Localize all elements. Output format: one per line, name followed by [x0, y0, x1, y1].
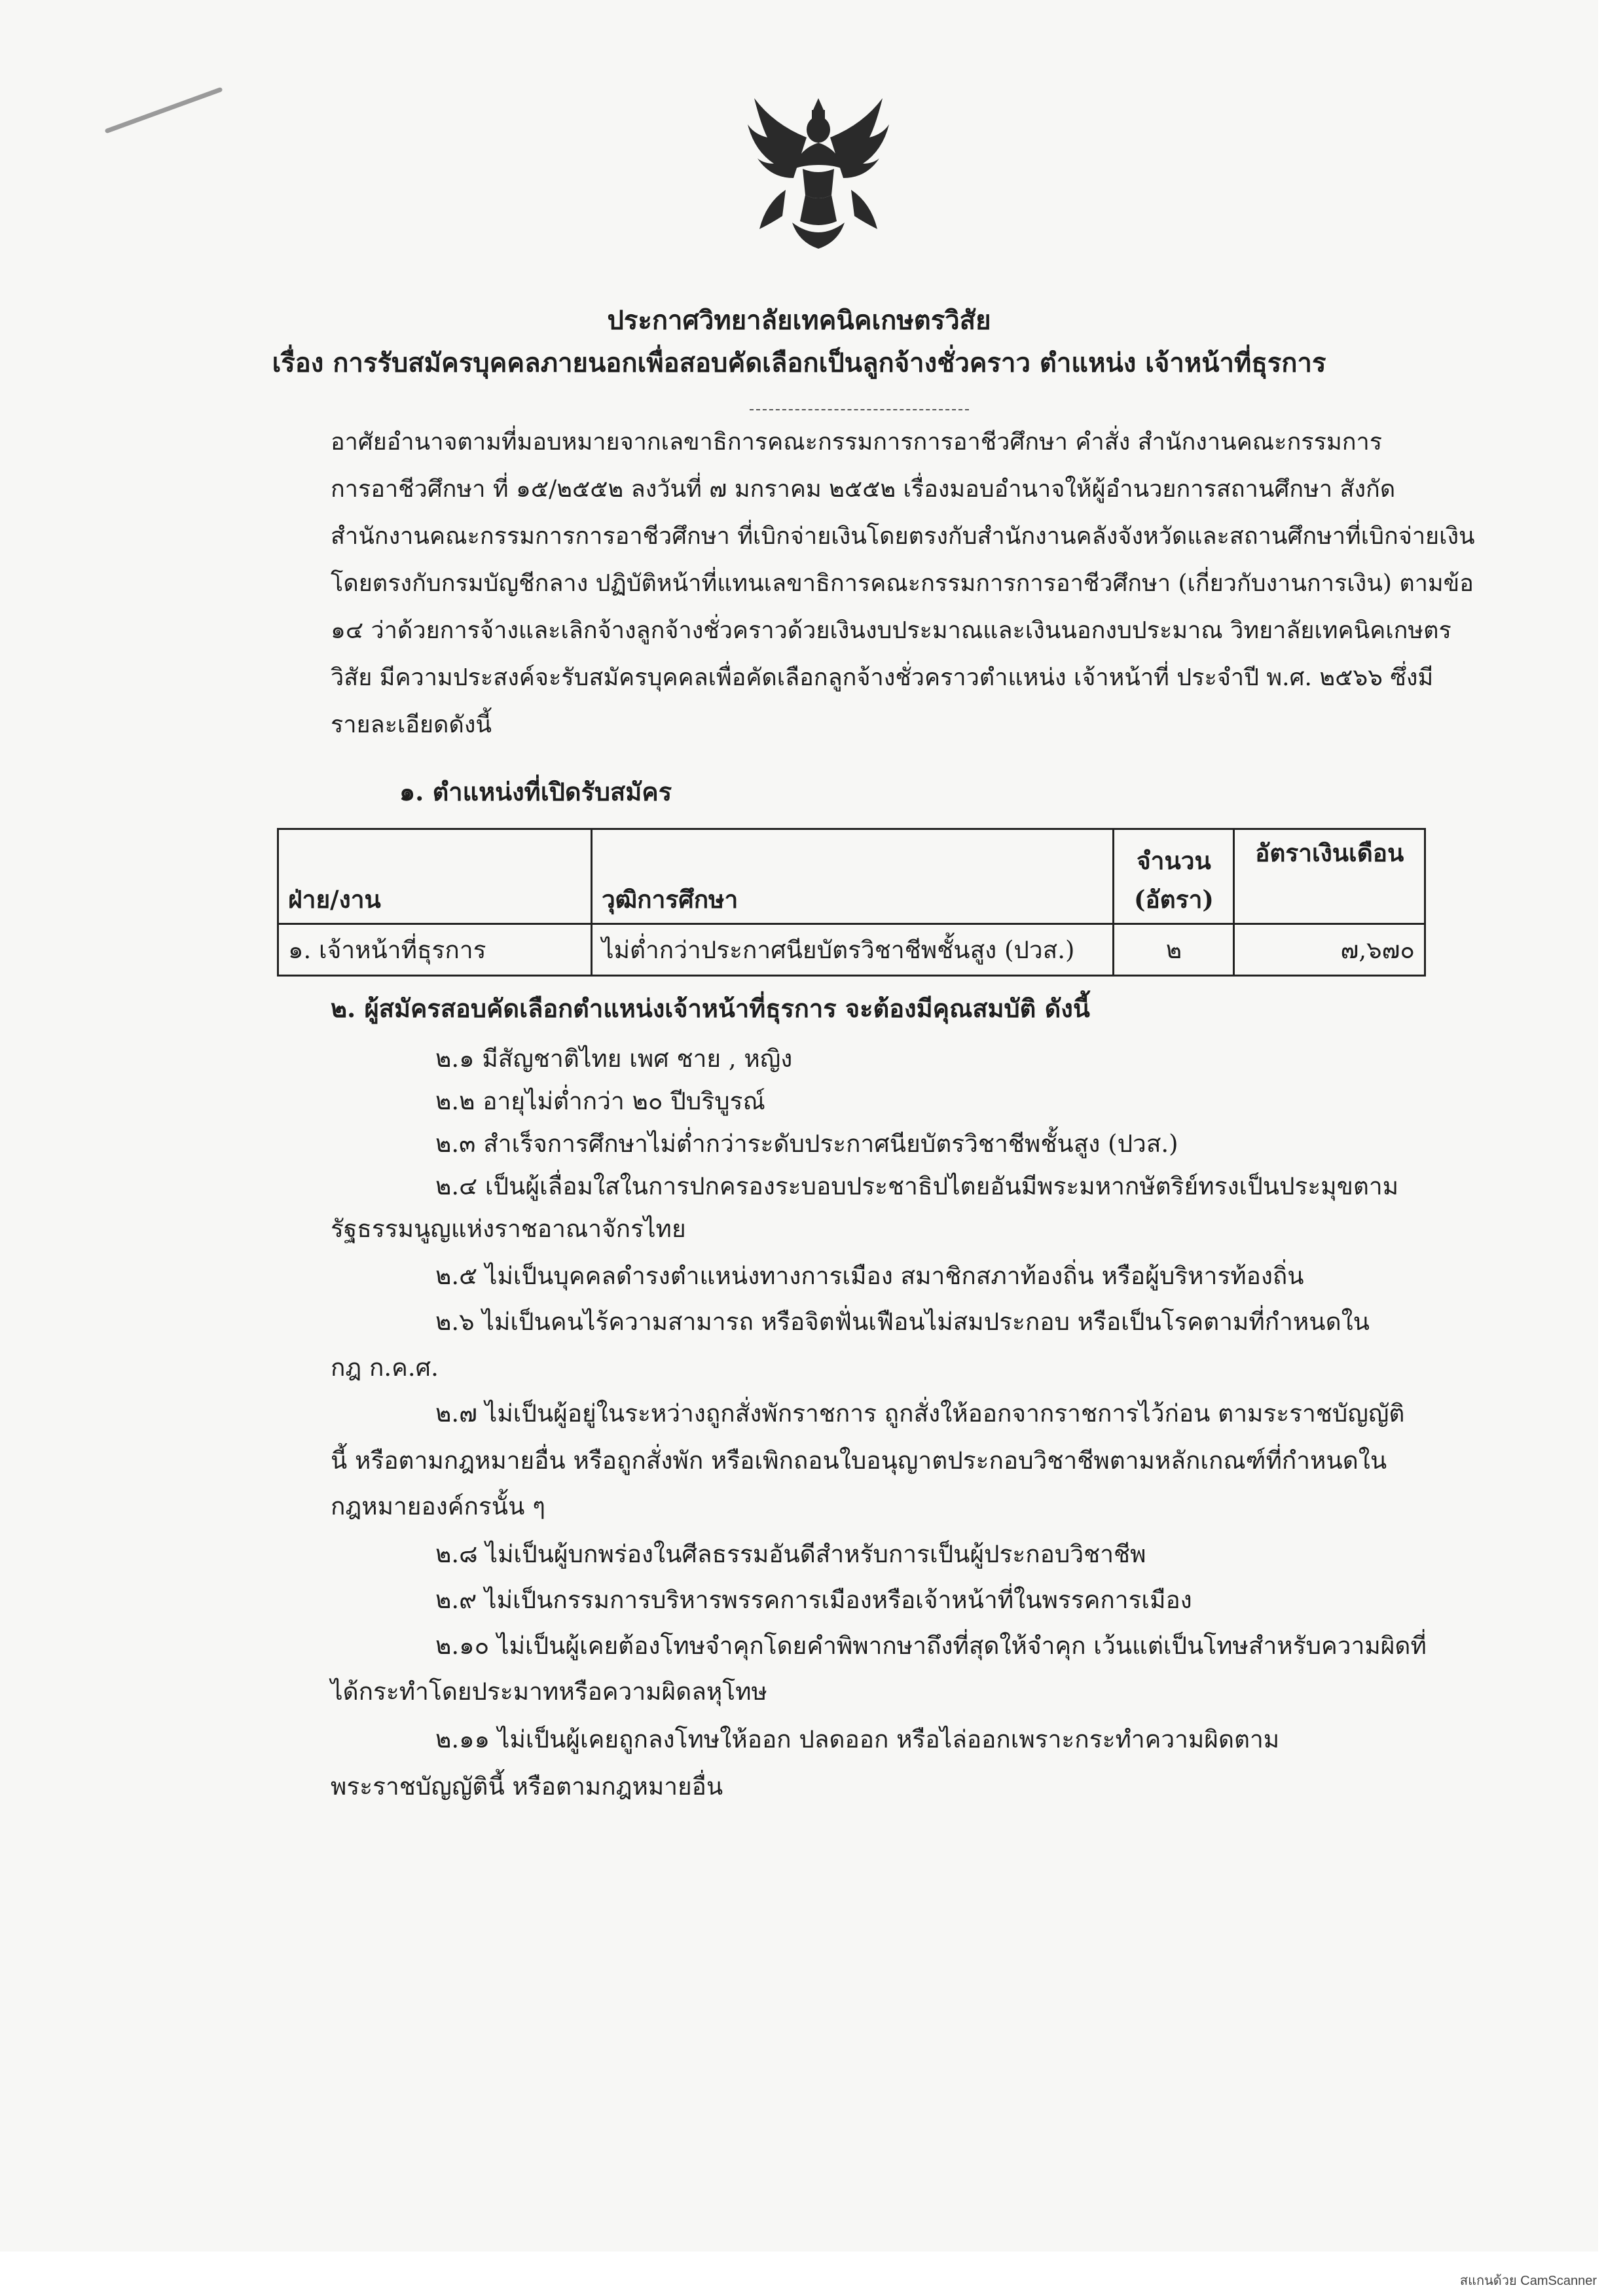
qualification-line: รัฐธรรมนูญแห่งราชอาณาจักรไทย: [331, 1215, 686, 1243]
col-header-count-line1: จำนวน: [1137, 846, 1211, 875]
qualification-line: ๒.๖ ไม่เป็นคนไร้ความสามารถ หรือจิตฟั่นเฟือนไม่สมประกอบ หรือเป็นโรคตามที่กำหนดใน: [435, 1308, 1370, 1336]
announcement-subject: เรื่อง การรับสมัครบุคคลภายนอกเพื่อสอบคัดเลือกเป็นลูกจ้างชั่วคราว ตำแหน่ง เจ้าหน้าที่ธุรการ: [272, 348, 1326, 378]
qualification-line: ๒.๑ มีสัญชาติไทย เพศ ชาย , หญิง: [435, 1045, 793, 1073]
qualification-line: ๒.๗ ไม่เป็นผู้อยู่ในระหว่างถูกสั่งพักราชการ ถูกสั่งให้ออกจากราชการไว้ก่อน ตามระราชบัญญัติ: [435, 1399, 1405, 1427]
qualification-line: ๒.๕ ไม่เป็นบุคคลดำรงตำแหน่งทางการเมือง สมาชิกสภาท้องถิ่น หรือผู้บริหารท้องถิ่น: [435, 1262, 1304, 1290]
garuda-emblem-icon: [746, 92, 890, 255]
table-header-row: [278, 829, 1425, 924]
col-header-education: วุฒิการศึกษา: [591, 829, 1113, 924]
title-divider: [750, 409, 969, 410]
qualification-line: ๒.๘ ไม่เป็นผู้บกพร่องในศีลธรรมอันดีสำหรับการเป็นผู้ประกอบวิชาชีพ: [435, 1540, 1146, 1568]
qualification-line: กฎหมายองค์กรนั้น ๆ: [331, 1492, 546, 1520]
intro-line: การอาชีวศึกษา ที่ ๑๕/๒๕๕๒ ลงวันที่ ๗ มกราคม ๒๕๕๒ เรื่องมอบอำนาจให้ผู้อำนวยการสถานศึกษา สังกัด: [331, 476, 1396, 503]
col-header-salary: อัตราเงินเดือน: [1234, 829, 1425, 924]
positions-table: [277, 828, 1426, 977]
qualification-line: ๒.๑๑ ไม่เป็นผู้เคยถูกลงโทษให้ออก ปลดออก หรือไล่ออกเพราะกระทำความผิดตาม: [435, 1725, 1280, 1753]
cell-salary: ๗,๖๗๐: [1234, 924, 1425, 976]
pen-mark: [105, 87, 223, 134]
cell-education: ไม่ต่ำกว่าประกาศนียบัตรวิชาชีพชั้นสูง (ปวส.): [591, 924, 1113, 976]
intro-line: โดยตรงกับกรมบัญชีกลาง ปฏิบัติหน้าที่แทนเลขาธิการคณะกรรมการการอาชีวศึกษา (เกี่ยวกับงานการเงิน) ตามข้อ: [331, 570, 1474, 597]
qualification-line: ได้กระทำโดยประมาทหรือความผิดลหุโทษ: [331, 1677, 767, 1706]
intro-line: สำนักงานคณะกรรมการการอาชีวศึกษา ที่เบิกจ่ายเงินโดยตรงกับสำนักงานคลังจังหวัดและสถานศึกษาที่เบิกจ่ายเงิน: [331, 523, 1475, 550]
col-header-department: ฝ่าย/งาน: [278, 829, 592, 924]
table-row: [278, 924, 1425, 976]
intro-line: วิสัย มีความประสงค์จะรับสมัครบุคคลเพื่อคัดเลือกลูกจ้างชั่วคราวตำแหน่ง เจ้าหน้าที่ ประจำปี พ.ศ. ๒๕๖๖ ซึ่งมี: [331, 664, 1434, 691]
qualification-line: ๒.๓ สำเร็จการศึกษาไม่ต่ำกว่าระดับประกาศนียบัตรวิชาชีพชั้นสูง (ปวส.): [435, 1130, 1178, 1158]
section-2-heading: ๒. ผู้สมัครสอบคัดเลือกตำแหน่งเจ้าหน้าที่ธุรการ จะต้องมีคุณสมบัติ ดังนี้: [331, 994, 1090, 1023]
cell-count: ๒: [1114, 924, 1234, 976]
cell-department: ๑. เจ้าหน้าที่ธุรการ: [278, 924, 592, 976]
qualification-line: ๒.๑๐ ไม่เป็นผู้เคยต้องโทษจำคุกโดยคำพิพากษาถึงที่สุดให้จำคุก เว้นแต่เป็นโทษสำหรับความผิดที่: [435, 1632, 1427, 1660]
scanner-watermark: สแกนด้วย CamScanner: [1459, 2274, 1597, 2288]
section-1-heading: ๑. ตำแหน่งที่เปิดรับสมัคร: [399, 777, 672, 806]
intro-line: ๑๔ ว่าด้วยการจ้างและเลิกจ้างลูกจ้างชั่วคราวด้วยเงินงบประมาณและเงินนอกงบประมาณ วิทยาลัยเทคนิคเกษตร: [331, 617, 1451, 644]
qualification-line: ๒.๒ อายุไม่ต่ำกว่า ๒๐ ปีบริบูรณ์: [435, 1087, 765, 1115]
qualification-line: กฎ ก.ค.ศ.: [331, 1354, 439, 1382]
col-header-count: [1114, 829, 1234, 924]
qualification-line: พระราชบัญญัตินี้ หรือตามกฎหมายอื่น: [331, 1772, 723, 1801]
intro-line: รายละเอียดดังนี้: [331, 711, 492, 738]
announcement-title: ประกาศวิทยาลัยเทคนิคเกษตรวิสัย: [607, 305, 991, 336]
qualification-line: นี้ หรือตามกฎหมายอื่น หรือถูกสั่งพัก หรือเพิกถอนใบอนุญาตประกอบวิชาชีพตามหลักเกณฑ์ที่กำหนดใน: [331, 1446, 1387, 1475]
intro-line: อาศัยอำนาจตามที่มอบหมายจากเลขาธิการคณะกรรมการการอาชีวศึกษา คำสั่ง สำนักงานคณะกรรมการ: [331, 429, 1383, 456]
qualification-line: ๒.๙ ไม่เป็นกรรมการบริหารพรรคการเมืองหรือเจ้าหน้าที่ในพรรคการเมือง: [435, 1586, 1192, 1614]
qualification-line: ๒.๔ เป็นผู้เลื่อมใสในการปกครองระบอบประชาธิปไตยอันมีพระมหากษัตริย์ทรงเป็นประมุขตาม: [435, 1172, 1399, 1200]
col-header-count-line2: (อัตรา): [1133, 885, 1214, 914]
